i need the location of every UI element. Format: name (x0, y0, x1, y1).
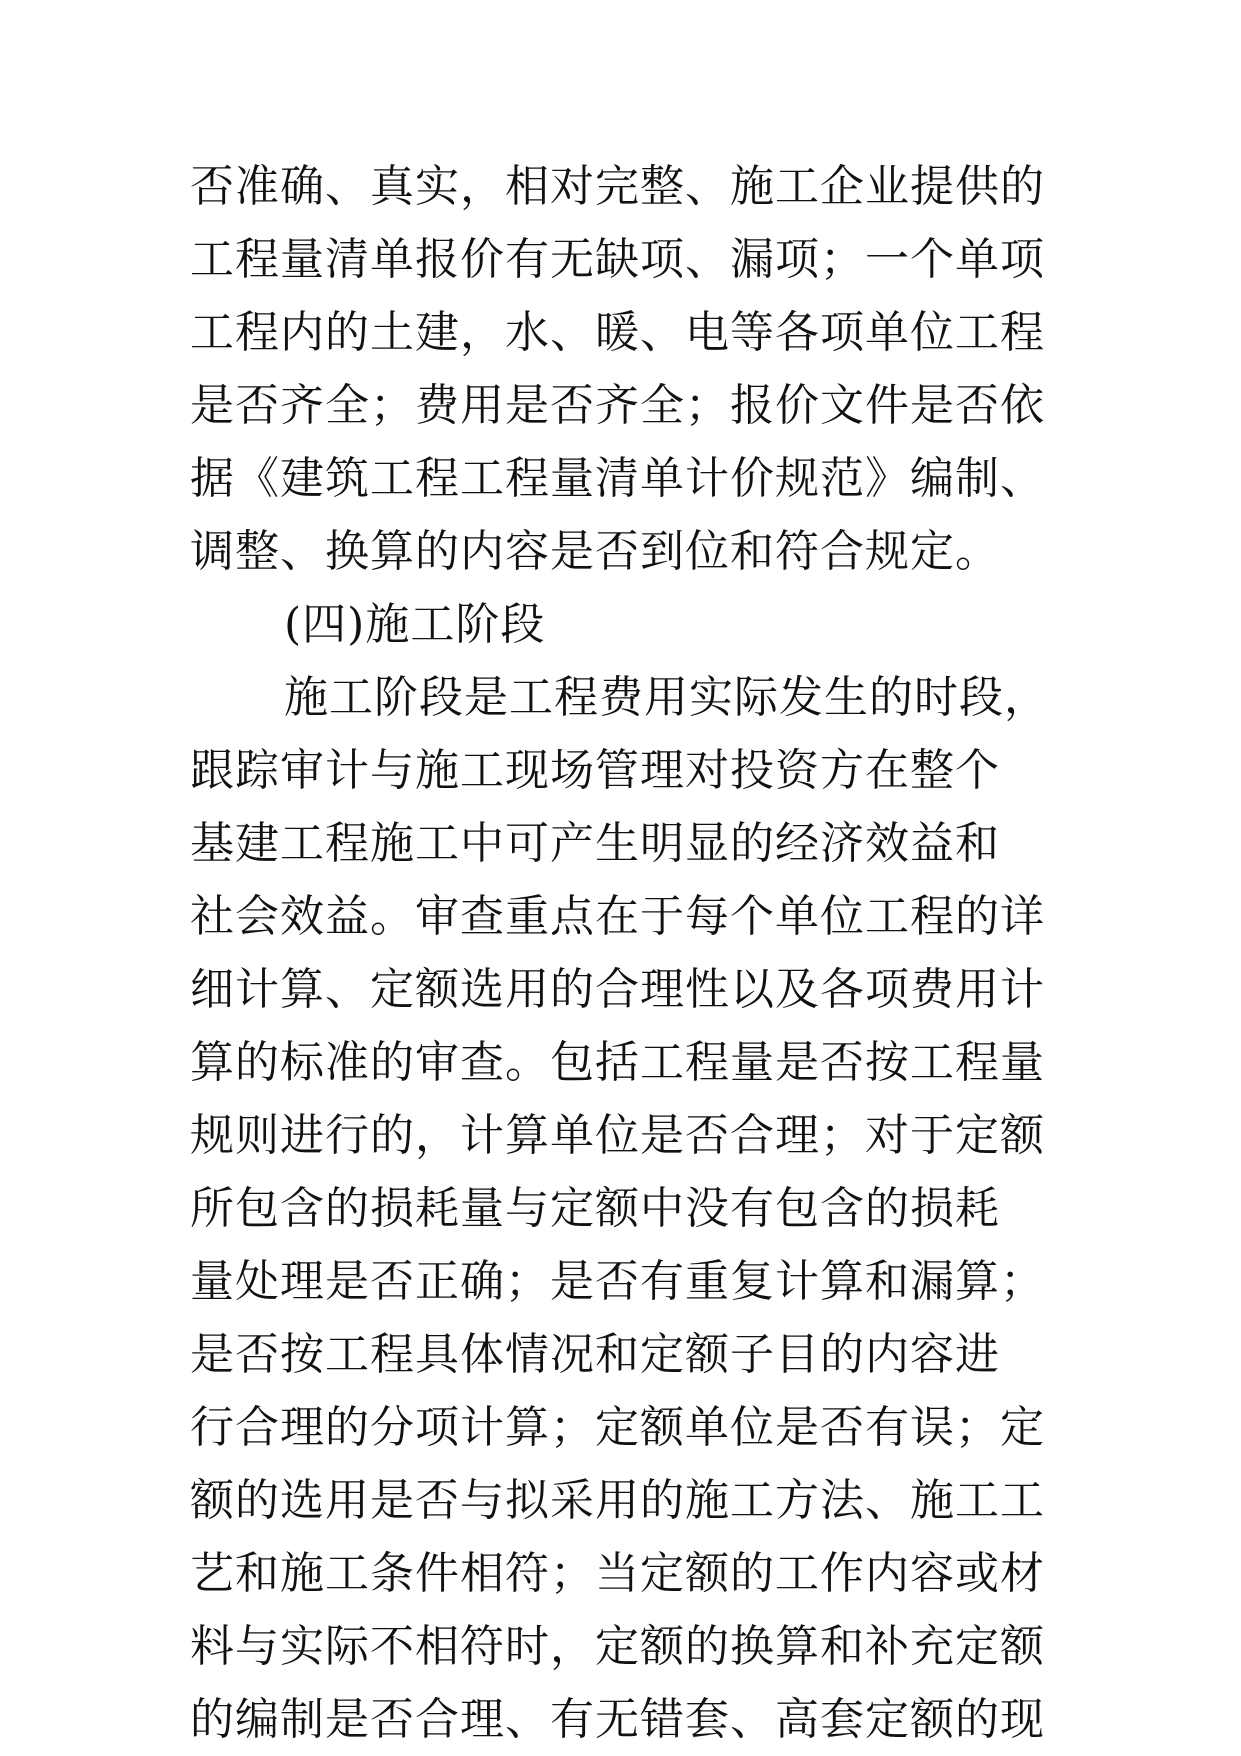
text-line: 社会效益。审查重点在于每个单位工程的详 (190, 891, 1045, 942)
text-line: 据《建筑工程工程量清单计价规范》编制、 (190, 453, 1045, 504)
text-line: 跟踪审计与施工现场管理对投资方在整个 (190, 745, 1000, 796)
body-text (190, 150, 1090, 1756)
text-line: 艺和施工条件相符；当定额的工作内容或材 (190, 1548, 1045, 1599)
text-line: 是否按工程具体情况和定额子目的内容进 (190, 1329, 1000, 1380)
text-line: 额的选用是否与拟采用的施工方法、施工工 (190, 1475, 1045, 1526)
text-line: 细计算、定额选用的合理性以及各项费用计 (190, 964, 1045, 1015)
text-line: 量处理是否正确；是否有重复计算和漏算； (190, 1256, 1045, 1307)
text-line: 工程内的土建，水、暖、电等各项单位工程 (190, 307, 1045, 358)
text-line: 是否齐全；费用是否齐全；报价文件是否依 (190, 380, 1045, 431)
text-line: 所包含的损耗量与定额中没有包含的损耗 (190, 1183, 1000, 1234)
text-line: 算的标准的审查。包括工程量是否按工程量 (190, 1037, 1045, 1088)
text-line: 的编制是否合理、有无错套、高套定额的现 (190, 1694, 1045, 1745)
text-line: 基建工程施工中可产生明显的经济效益和 (190, 818, 1000, 869)
text-line: 调整、换算的内容是否到位和符合规定。 (190, 526, 1000, 577)
text-line: 料与实际不相符时，定额的换算和补充定额 (190, 1621, 1045, 1672)
section-heading: (四)施工阶段 (284, 599, 546, 650)
text-line: 工程量清单报价有无缺项、漏项；一个单项 (190, 234, 1045, 285)
paragraph-start-line: 施工阶段是工程费用实际发生的时段， (284, 672, 1049, 723)
text-line: 否准确、真实，相对完整、施工企业提供的 (190, 161, 1045, 212)
text-line: 规则进行的，计算单位是否合理；对于定额 (190, 1110, 1045, 1161)
text-line: 行合理的分项计算；定额单位是否有误；定 (190, 1402, 1045, 1453)
